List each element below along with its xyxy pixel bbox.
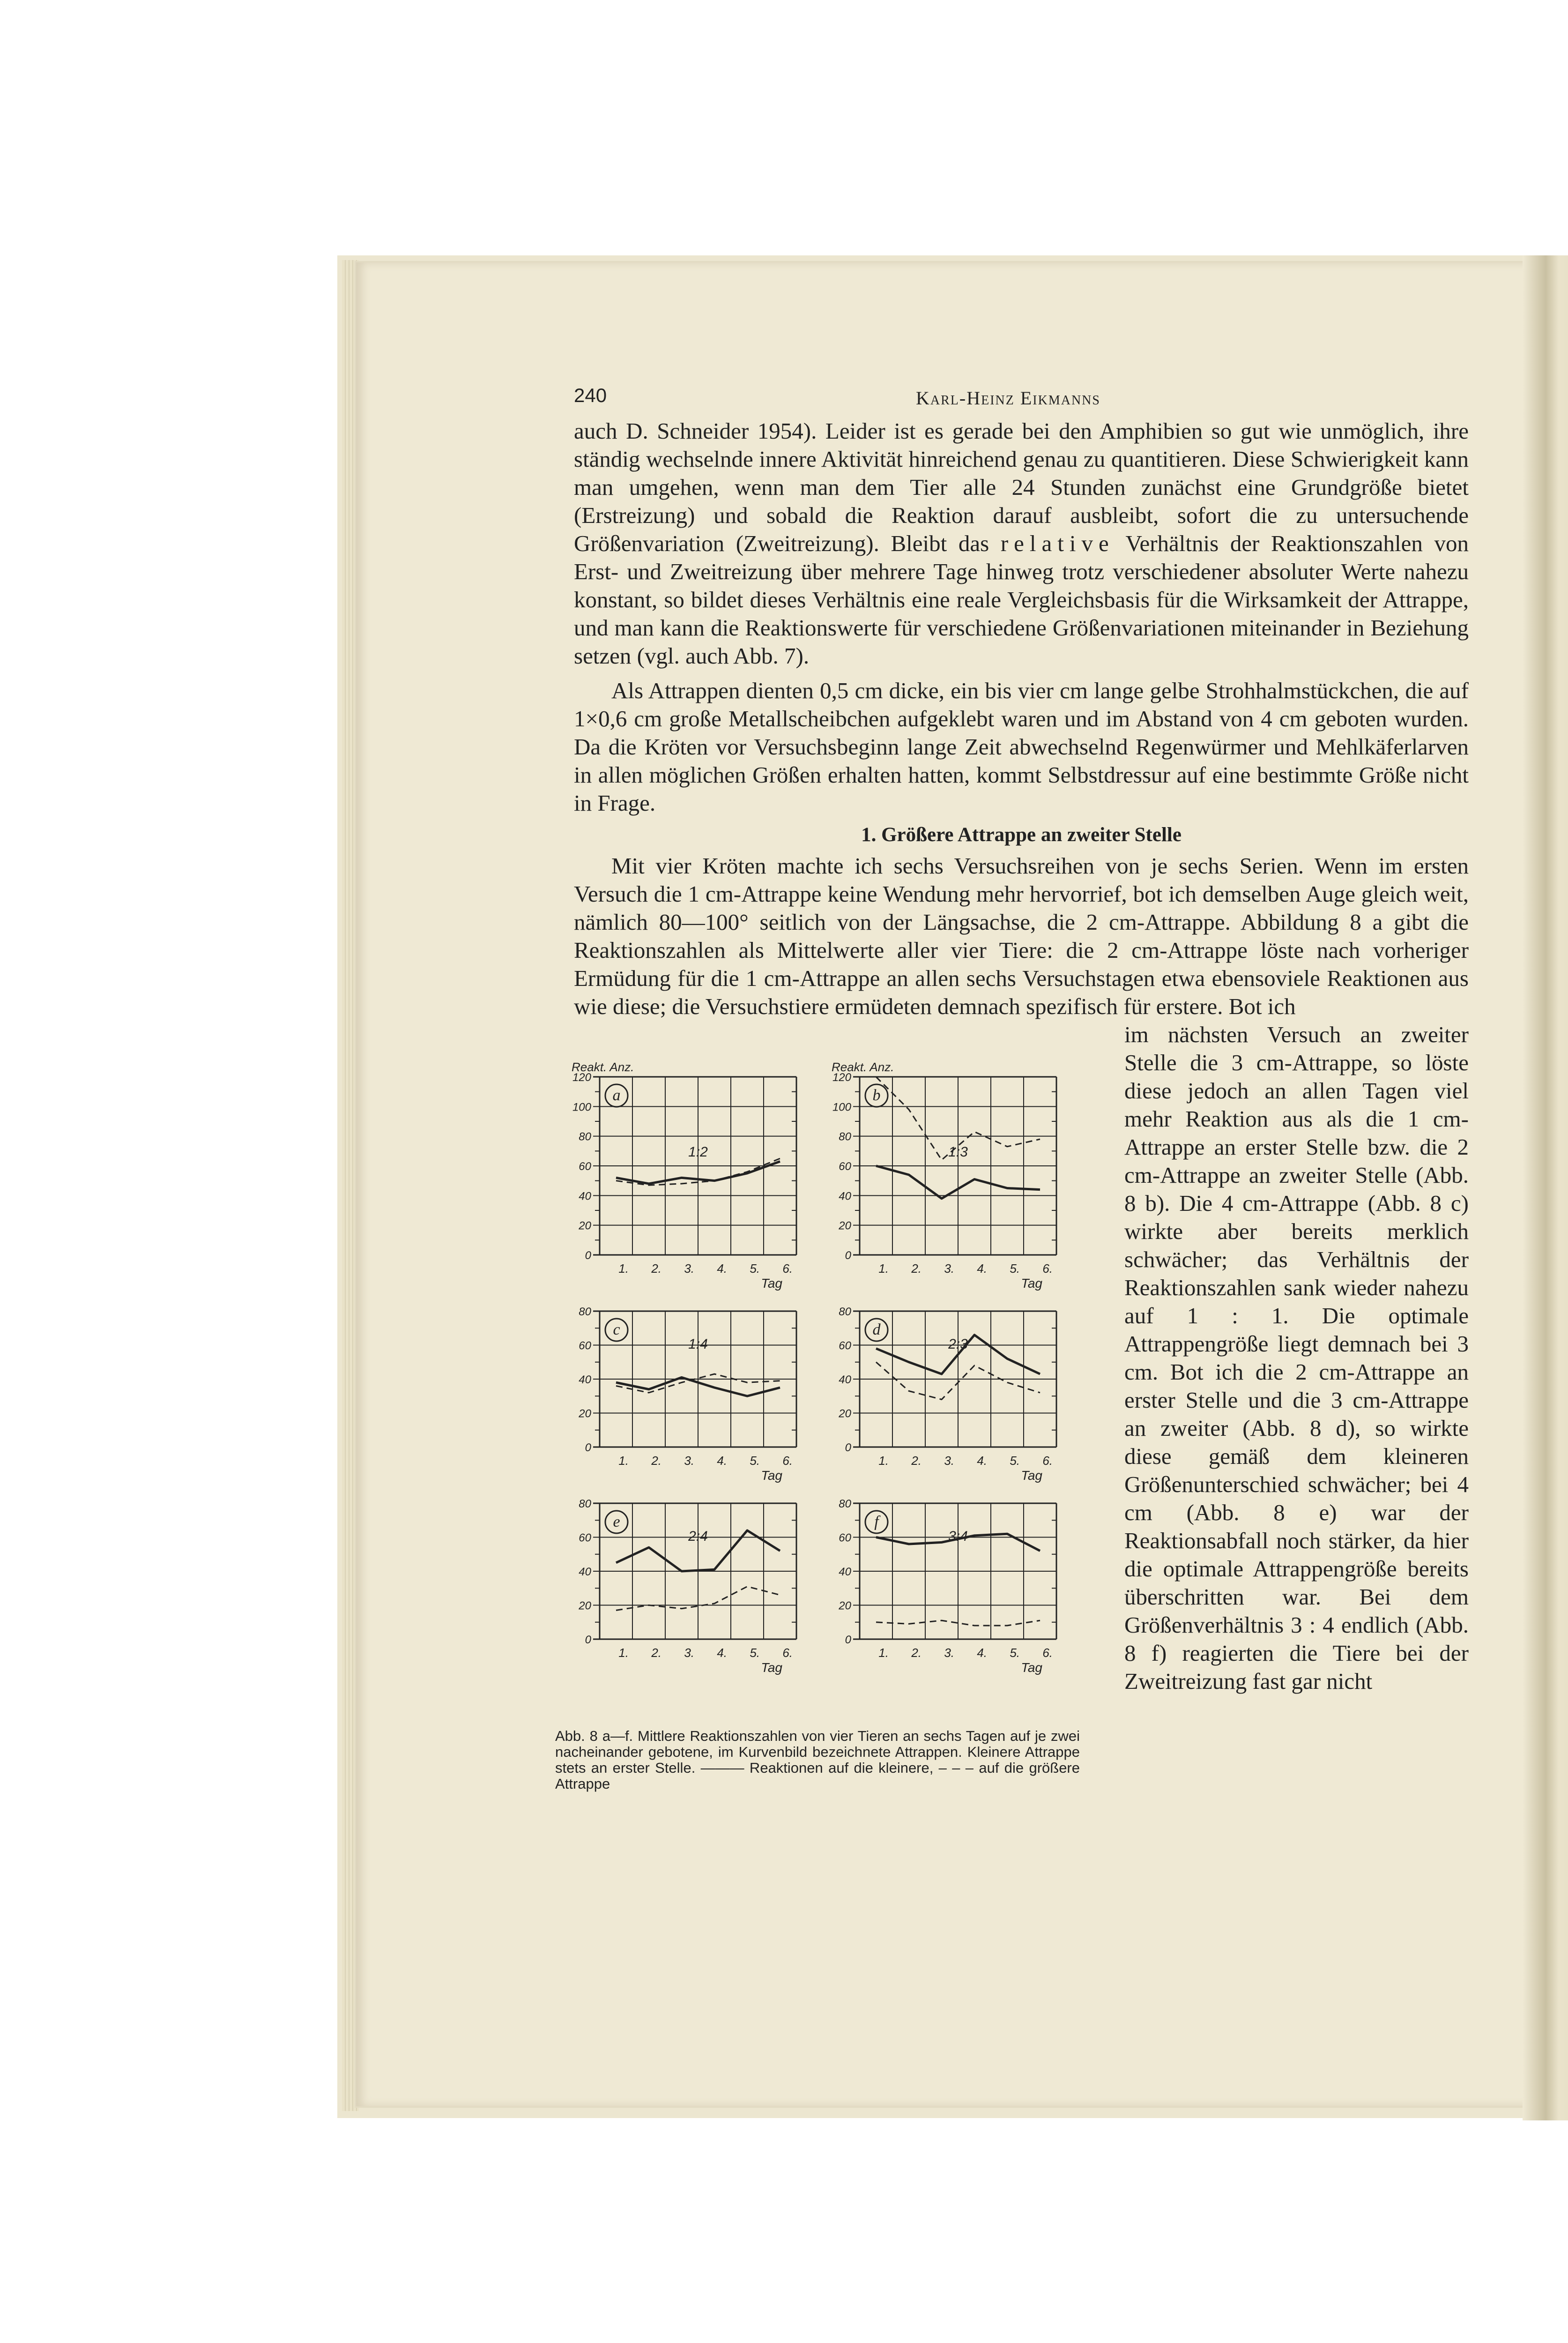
x-tick-label: 1. [878,1646,889,1660]
y-tick-label: 40 [579,1190,591,1203]
x-tick-label: 6. [1042,1454,1053,1468]
y-tick-label: 100 [832,1101,851,1114]
page-header [574,384,1469,417]
x-tick-label: 2. [651,1454,661,1468]
x-tick-label: 3. [684,1261,694,1276]
y-tick-label: 120 [572,1071,591,1084]
x-tick-label: 4. [977,1261,987,1276]
paragraph-2: Als Attrappen dienten 0,5 cm dicke, ein bis vier cm lange gelbe Strohhalmstückchen, die auf 1×0,6 cm große Metallscheibchen aufgeklebt waren und im Abstand von 4 cm geboten wurden. Da die Kröten vor Versuchsbeginn lange Zeit abwechselnd Regenwürmer und Mehlkäferlarven in allen möglichen Größen erhalten hatten, kommt Selbstdressur auf eine bestimmte Größe nicht in Frage. [574,678,1469,816]
y-tick-label: 100 [572,1101,591,1114]
y-tick-label: 20 [839,1407,851,1420]
page-number: 240 [574,384,607,406]
y-tick-label: 120 [832,1071,851,1084]
panel-letter: e [613,1513,620,1530]
x-tick-label: 3. [944,1261,954,1276]
panel-letter: f [874,1513,879,1530]
chart-panel-e [578,1498,796,1675]
y-tick-label: 20 [839,1219,851,1232]
y-tick-label: 0 [585,1441,591,1454]
y-tick-label: 80 [579,1498,591,1510]
y-tick-label: 40 [579,1373,591,1386]
y-tick-label: 0 [845,1441,851,1454]
ratio-label: 2:3 [948,1336,968,1352]
x-tick-label: 6. [782,1646,793,1660]
y-tick-label: 0 [845,1634,851,1646]
x-tick-label: 5. [1010,1261,1020,1276]
x-tick-label: 5. [750,1646,760,1660]
x-tick-label: 5. [750,1454,760,1468]
ratio-label: 1:3 [948,1144,968,1160]
y-tick-label: 80 [839,1130,851,1143]
y-tick-label: 40 [579,1566,591,1578]
ratio-label: 1:4 [688,1336,708,1352]
x-tick-label: 2. [911,1646,921,1660]
y-tick-label: 20 [579,1407,591,1420]
x-tick-label: 3. [944,1454,954,1468]
y-tick-label: 20 [839,1599,851,1612]
x-tick-label: 6. [1042,1261,1053,1276]
chart-panel-f [838,1498,1056,1675]
x-tick-label: 2. [651,1646,661,1660]
chart-panel-b [832,1060,1056,1291]
y-tick-label: 60 [579,1160,591,1173]
y-tick-label: 80 [579,1306,591,1318]
y-tick-label: 20 [579,1219,591,1232]
x-tick-label: 5. [1010,1646,1020,1660]
x-tick-label: 3. [944,1646,954,1660]
chart-panel-d [838,1306,1056,1483]
paragraph-3: Mit vier Kröten machte ich sechs Versuchsreihen von je sechs Serien. Wenn im ersten Versuch die 1 cm-Attrappe keine Wendung mehr hervorrief, bot ich demselben Auge gleich weit, nämlich 80—100° seitlich von der Längsachse, die 2 cm-Attrappe. Abbildung 8 a gibt die Reaktionszahlen als Mittelwerte aller vier Tiere: die 2 cm-Attrappe löste nach vorheriger Ermüdung für die 1 cm-Attrappe an allen sechs Versuchstagen etwa ebensoviele Reaktionen aus wie diese; die Versuchstiere ermüdeten demnach spezifisch für erstere. Bot ich [574,853,1469,1019]
figure-caption: Abb. 8 a—f. Mittlere Reaktionszahlen von vier Tieren an sechs Tagen auf je zwei nacheinander gebotene, im Kurvenbild bezeichnete Attrappen. Kleinere Attrappe stets an erster Stelle. ——— Reaktionen auf die kleinere, – – – auf die größere Attrappe [555,1728,1080,1792]
y-tick-label: 40 [839,1190,851,1203]
y-tick-label: 0 [845,1249,851,1262]
y-tick-label: 80 [839,1306,851,1318]
x-tick-label: 4. [717,1261,727,1276]
x-axis-label: Tag [761,1660,782,1675]
figure-8 [555,1049,1089,1724]
x-tick-label: 4. [717,1646,727,1660]
ratio-label: 3:4 [948,1529,968,1544]
x-tick-label: 4. [977,1646,987,1660]
running-head: Karl-Heinz Eikmanns [916,388,1100,409]
ratio-label: 1:2 [688,1144,708,1160]
y-tick-label: 60 [579,1531,591,1545]
x-tick-label: 2. [651,1261,661,1276]
x-axis-label: Tag [761,1468,782,1483]
y-tick-label: 80 [839,1498,851,1510]
x-tick-label: 1. [618,1646,629,1660]
x-tick-label: 2. [911,1261,921,1276]
paragraph-1-start: auch D. Schneider 1954). Leider ist es gerade bei den Amphibien so gut wie unmöglich, ihre ständig wechselnde innere Aktivität hinreichend genau zu quantitieren. Diese Schwierigkeit kann man umgehen, wenn man dem Tier alle 24 Stunden zunächst eine Grundgröße bietet (Erstreizung) und sobald die Reaktion darauf ausbleibt, sofort die zu untersuchende Größenvariation (Zweitreizung). Bleibt das [574,418,1469,556]
y-tick-label: 0 [585,1249,591,1262]
chart-panel-c [578,1306,796,1483]
y-axis-label: Reakt. Anz. [832,1060,894,1074]
spaced-word: relative [1000,530,1115,556]
paragraph-1 [574,417,1469,670]
book-gutter [1523,255,1568,2120]
x-axis-label: Tag [761,1276,782,1291]
y-tick-label: 60 [839,1339,851,1352]
right-column-text [1124,1021,1469,1695]
paragraph-1-end: Verhältnis der Reaktionszahlen von Erst- und Zweitreizung über mehrere Tage hinweg trotz verschiedener absoluter Werte nahezu konstant, so bildet dieses Verhältnis eine reale Vergleichsbasis für die Wirksamkeit der Attrappe, und man kann die Reaktionswerte für verschiedene Größenvariationen miteinander in Beziehung setzen (vgl. auch Abb. 7). [574,530,1469,669]
x-tick-label: 2. [911,1454,921,1468]
x-tick-label: 6. [782,1454,793,1468]
panel-letter: c [613,1321,620,1338]
y-tick-label: 20 [579,1599,591,1612]
figure-block [555,1021,1469,1827]
panel-letter: a [612,1087,621,1104]
y-tick-label: 60 [579,1339,591,1352]
x-tick-label: 4. [717,1454,727,1468]
section-heading: 1. Größere Attrappe an zweiter Stelle [861,824,1182,846]
y-tick-label: 80 [579,1130,591,1143]
x-tick-label: 5. [750,1261,760,1276]
y-tick-label: 40 [839,1566,851,1578]
y-tick-label: 0 [585,1634,591,1646]
y-tick-label: 40 [839,1373,851,1386]
x-tick-label: 3. [684,1454,694,1468]
x-tick-label: 6. [1042,1646,1053,1660]
x-axis-label: Tag [1021,1276,1042,1291]
x-tick-label: 6. [782,1261,793,1276]
ratio-label: 2:4 [688,1529,708,1544]
x-tick-label: 1. [618,1454,629,1468]
x-axis-label: Tag [1021,1660,1042,1675]
chart-panel-a [572,1060,796,1291]
x-tick-label: 5. [1010,1454,1020,1468]
x-tick-label: 1. [878,1261,889,1276]
panel-letter: d [872,1321,881,1338]
x-tick-label: 1. [878,1454,889,1468]
x-tick-label: 3. [684,1646,694,1660]
paragraph-3-continued: im nächsten Versuch an zweiter Stelle die 3 cm-Attrappe, so löste diese jedoch an allen Tagen viel mehr Reaktion aus als die 1 cm-Attrappe an erster Stelle bzw. die 2 cm-Attrappe an zweiter Stelle (Abb. 8 b). Die 4 cm-Attrappe (Abb. 8 c) wirkte aber bereits merklich schwächer; das Verhältnis der Reaktionszahlen sank wieder nahezu auf 1 : 1. Die optimale Attrappengröße liegt demnach bei 3 cm. Bot ich die 2 cm-Attrappe an erster Stelle und die 3 cm-Attrappe an zweiter (Abb. 8 d), so wirkte diese gemäß dem kleineren Größenunterschied schwächer; bei 4 cm (Abb. 8 e) war der Reaktionsabfall noch stärker, da hier die optimale Attrappengröße bereits überschritten war. Bei dem Größenverhältnis 3 : 4 endlich (Abb. 8 f) reagierten die Tiere bei der Zweitreizung fast gar nicht [1124,1022,1469,1694]
y-axis-label: Reakt. Anz. [572,1060,634,1074]
x-axis-label: Tag [1021,1468,1042,1483]
y-tick-label: 60 [839,1531,851,1545]
x-tick-label: 4. [977,1454,987,1468]
panel-letter: b [872,1087,881,1104]
x-tick-label: 1. [618,1261,629,1276]
y-tick-label: 60 [839,1160,851,1173]
page-content [555,384,1469,1827]
